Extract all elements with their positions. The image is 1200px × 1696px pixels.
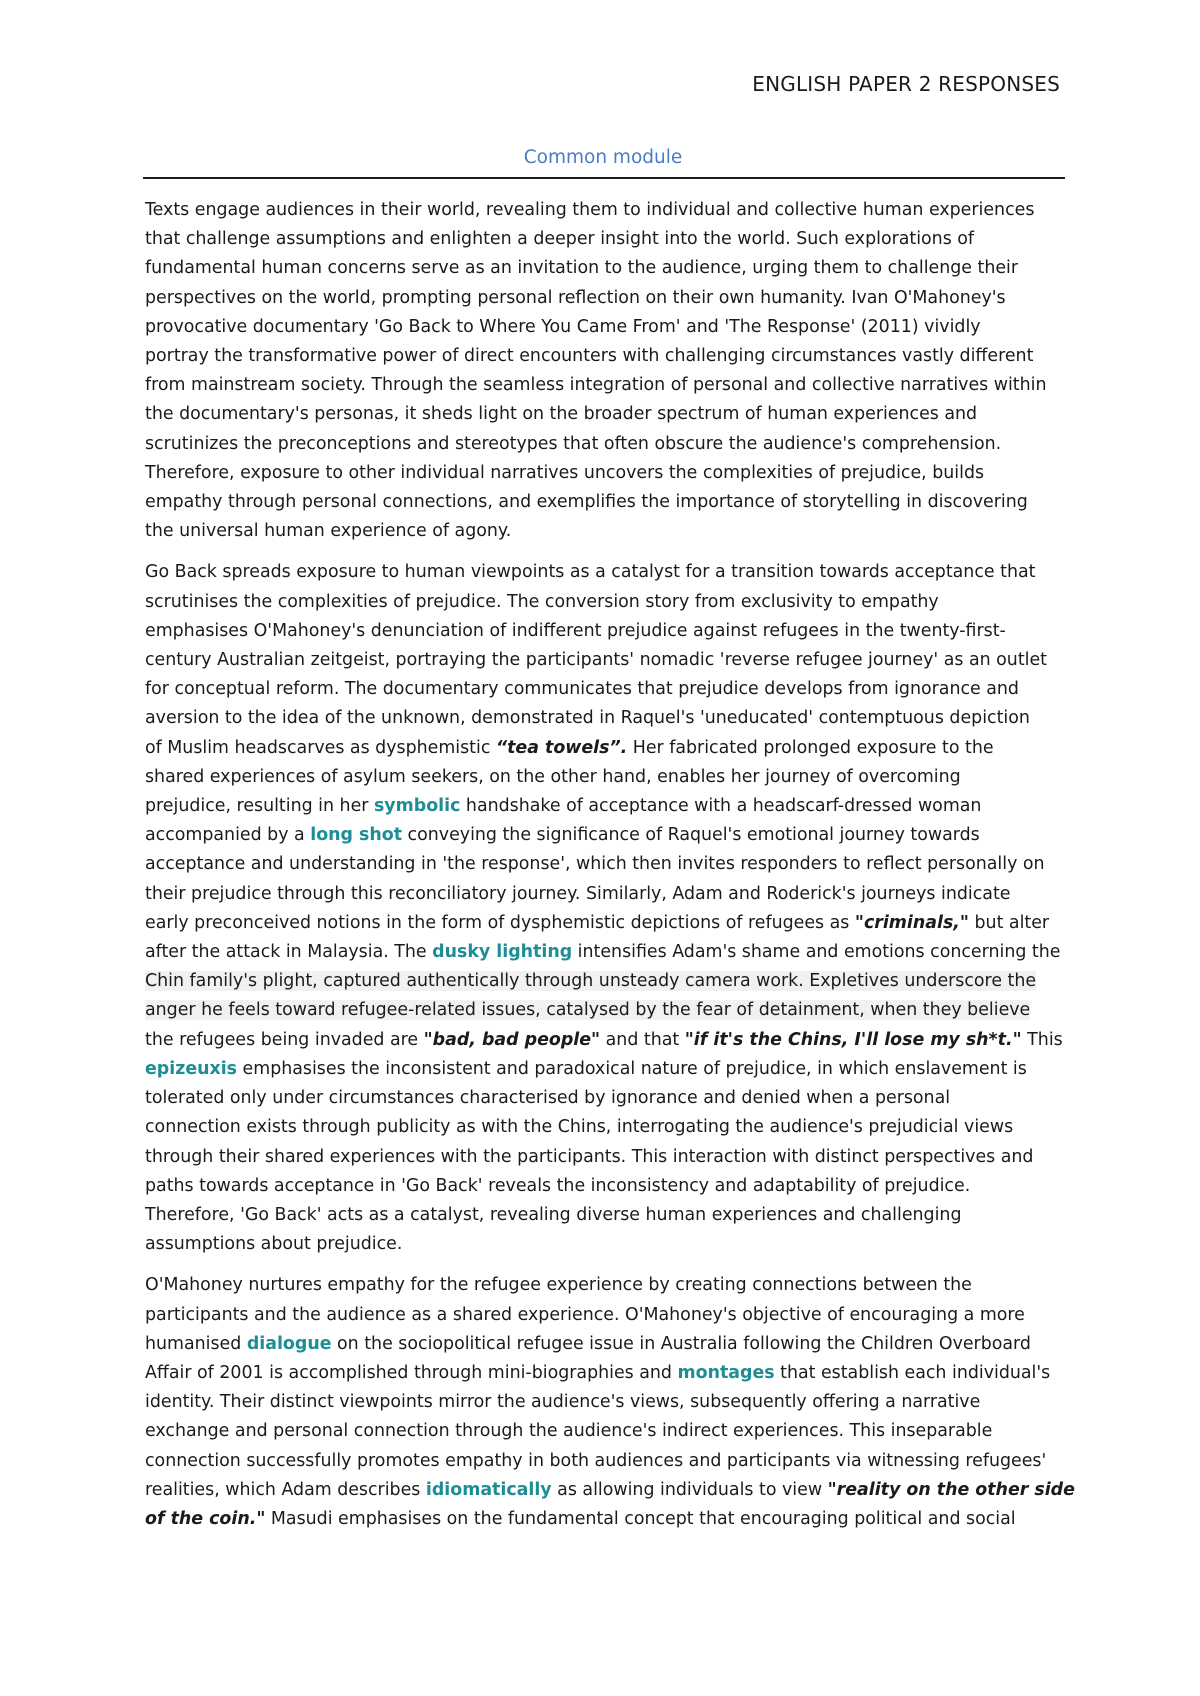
text-line (145, 488, 1065, 517)
text-line (145, 704, 1065, 733)
text-line (145, 1447, 1065, 1476)
text-line (145, 254, 1065, 283)
text-run: fundamental human concerns serve as an invitation to the audience, urging them to challenge their (145, 258, 1019, 279)
text-run: Therefore, 'Go Back' acts as a catalyst, revealing diverse human experiences and challenging (145, 1204, 962, 1225)
text-run: that challenge assumptions and enlighten a deeper insight into the world. Such explorations of (145, 229, 975, 250)
text-line (145, 313, 1065, 342)
text-line (145, 225, 1065, 254)
text-line (145, 675, 1065, 704)
text-run: from mainstream society. Through the seamless integration of personal and collective narratives within (145, 375, 1047, 396)
text-run: the documentary's personas, it sheds light on the broader spectrum of human experiences and (145, 404, 978, 425)
text-line (145, 1388, 1065, 1417)
text-run: the universal human experience of agony. (145, 521, 512, 542)
quotation: “tea towels”. (495, 737, 628, 758)
text-run: but alter (968, 912, 1050, 933)
text-run: handshake of acceptance with a headscarf-dressed woman (460, 796, 982, 817)
text-run: their prejudice through this reconciliatory journey. Similarly, Adam and Roderick's journeys indicate (145, 883, 1011, 904)
text-run: Affair of 2001 is accomplished through mini-biographies and (145, 1362, 678, 1383)
text-line (145, 792, 1065, 821)
text-run: Her fabricated prolonged exposure to the (627, 737, 994, 758)
text-run: Texts engage audiences in their world, revealing them to individual and collective human experiences (145, 200, 1035, 220)
highlighted-text: anger he feels toward refugee-related issues, catalysed by the fear of detainment, when they believe (145, 1000, 1031, 1021)
text-run: acceptance and understanding in 'the response', which then invites responders to reflect personally on (145, 854, 1045, 875)
text-run: empathy through personal connections, and exemplifies the importance of storytelling in discovering (145, 492, 1028, 513)
paragraph (145, 558, 1065, 1259)
text-line (145, 400, 1065, 429)
text-line (145, 617, 1065, 646)
text-run: as allowing individuals to view (551, 1479, 828, 1500)
text-line (145, 1301, 1065, 1330)
technique-term: dusky lighting (432, 942, 573, 963)
text-line (145, 880, 1065, 909)
text-run: exchange and personal connection through the audience's indirect experiences. This inseparable (145, 1421, 993, 1442)
text-line (145, 1172, 1065, 1201)
text-line (145, 1055, 1065, 1084)
title-divider (143, 177, 1065, 179)
text-line (145, 342, 1065, 371)
text-line (145, 1417, 1065, 1446)
running-header: ENGLISH PAPER 2 RESPONSES (752, 72, 1060, 96)
text-line (145, 734, 1065, 763)
quotation: "reality on the other side (827, 1479, 1075, 1500)
technique-term: symbolic (373, 796, 461, 817)
text-run: connection successfully promotes empathy in both audiences and participants via witnessing refugees' (145, 1450, 1047, 1471)
text-line (145, 821, 1065, 850)
text-run: provocative documentary 'Go Back to Where You Came From' and 'The Response' (2011) vividly (145, 316, 981, 337)
text-run: and that (600, 1029, 685, 1050)
text-line (145, 1026, 1065, 1055)
text-run: Go Back spreads exposure to human viewpoints as a catalyst for a transition towards acceptance that (145, 562, 1036, 583)
text-run: scrutinizes the preconceptions and stereotypes that often obscure the audience's comprehension. (145, 433, 1002, 454)
text-run: This (1021, 1029, 1063, 1050)
text-run: after the attack in Malaysia. The (145, 942, 433, 963)
quotation: of the coin." (145, 1508, 266, 1529)
text-run: tolerated only under circumstances characterised by ignorance and denied when a personal (145, 1088, 951, 1109)
text-run: connection exists through publicity as with the Chins, interrogating the audience's prejudicial views (145, 1117, 1014, 1138)
text-line (145, 646, 1065, 675)
text-line (145, 1476, 1075, 1505)
technique-term: montages (677, 1362, 775, 1383)
text-line (145, 1505, 1065, 1534)
text-line (145, 459, 1065, 488)
text-run: paths towards acceptance in 'Go Back' reveals the inconsistency and adaptability of prejudice. (145, 1175, 971, 1196)
quotation: "criminals," (854, 912, 969, 933)
technique-term: dialogue (246, 1333, 332, 1354)
text-line (145, 196, 1065, 225)
text-run: that establish each individual's (774, 1362, 1051, 1383)
text-run: participants and the audience as a shared experience. O'Mahoney's objective of encouraging a more (145, 1304, 1025, 1325)
text-line (145, 430, 1065, 459)
text-line (145, 967, 1065, 996)
text-line (145, 1330, 1065, 1359)
text-run: Masudi emphasises on the fundamental concept that encouraging political and social (265, 1508, 1016, 1529)
text-run: emphasises O'Mahoney's denunciation of indifferent prejudice against refugees in the twenty-first- (145, 620, 1006, 641)
text-line (145, 1143, 1065, 1172)
text-line (145, 1201, 1065, 1230)
section-title: Common module (523, 147, 683, 168)
text-run: of Muslim headscarves as dysphemistic (145, 737, 496, 758)
text-run: Therefore, exposure to other individual narratives uncovers the complexities of prejudice, builds (145, 462, 985, 483)
text-line (145, 1271, 1065, 1300)
text-line (145, 996, 1065, 1025)
text-run: conveying the significance of Raquel's emotional journey towards (402, 825, 980, 846)
text-line (145, 588, 1065, 617)
text-run: for conceptual reform. The documentary communicates that prejudice develops from ignorance and (145, 679, 1019, 700)
essay-body (145, 196, 1075, 1546)
text-line (145, 938, 1065, 967)
text-run: the refugees being invaded are (145, 1029, 424, 1050)
text-run: prejudice, resulting in her (145, 796, 374, 817)
text-line (145, 909, 1065, 938)
text-run: on the sociopolitical refugee issue in Australia following the Children Overboard (331, 1333, 1031, 1354)
quotation: "bad, bad people" (423, 1029, 601, 1050)
technique-term: long shot (310, 825, 403, 846)
text-run: realities, which Adam describes (145, 1479, 426, 1500)
text-run: assumptions about prejudice. (145, 1234, 403, 1255)
text-run: perspectives on the world, prompting personal reflection on their own humanity. Ivan O'Mahoney's (145, 287, 1006, 308)
text-run: portray the transformative power of direct encounters with challenging circumstances vastly different (145, 346, 1034, 367)
text-line (145, 1084, 1065, 1113)
text-line (145, 1113, 1065, 1142)
text-line (145, 763, 1065, 792)
text-line (145, 371, 1065, 400)
text-run: humanised (145, 1333, 247, 1354)
technique-term: idiomatically (425, 1479, 552, 1500)
text-run: through their shared experiences with the participants. This interaction with distinct perspectives and (145, 1146, 1034, 1167)
text-line (145, 517, 1065, 546)
quotation: "if it's the Chins, I'll lose my sh*t." (684, 1029, 1022, 1050)
text-run: identity. Their distinct viewpoints mirror the audience's views, subsequently offering a narrative (145, 1392, 981, 1413)
text-line (145, 1359, 1065, 1388)
text-run: scrutinises the complexities of prejudice. The conversion story from exclusivity to empathy (145, 591, 939, 612)
text-line (145, 284, 1065, 313)
paragraph (145, 196, 1065, 546)
text-run: aversion to the idea of the unknown, demonstrated in Raquel's 'uneducated' contemptuous depiction (145, 708, 1030, 729)
text-line (145, 850, 1065, 879)
text-run: O'Mahoney nurtures empathy for the refugee experience by creating connections between the (145, 1275, 972, 1296)
text-line (145, 558, 1065, 587)
paragraph (145, 1271, 1075, 1534)
text-run: shared experiences of asylum seekers, on the other hand, enables her journey of overcoming (145, 766, 961, 787)
text-run: century Australian zeitgeist, portraying the participants' nomadic 'reverse refugee journey' as an outlet (145, 650, 1047, 671)
text-run: emphasises the inconsistent and paradoxical nature of prejudice, in which enslavement is (237, 1058, 1027, 1079)
text-line (145, 1230, 1065, 1259)
text-run: intensifies Adam's shame and emotions concerning the (572, 942, 1061, 963)
text-run: accompanied by a (145, 825, 311, 846)
technique-term: epizeuxis (145, 1058, 238, 1079)
text-run: early preconceived notions in the form of dysphemistic depictions of refugees as (145, 912, 855, 933)
highlighted-text: Chin family's plight, captured authentically through unsteady camera work. Expletives underscore the (145, 971, 1037, 992)
